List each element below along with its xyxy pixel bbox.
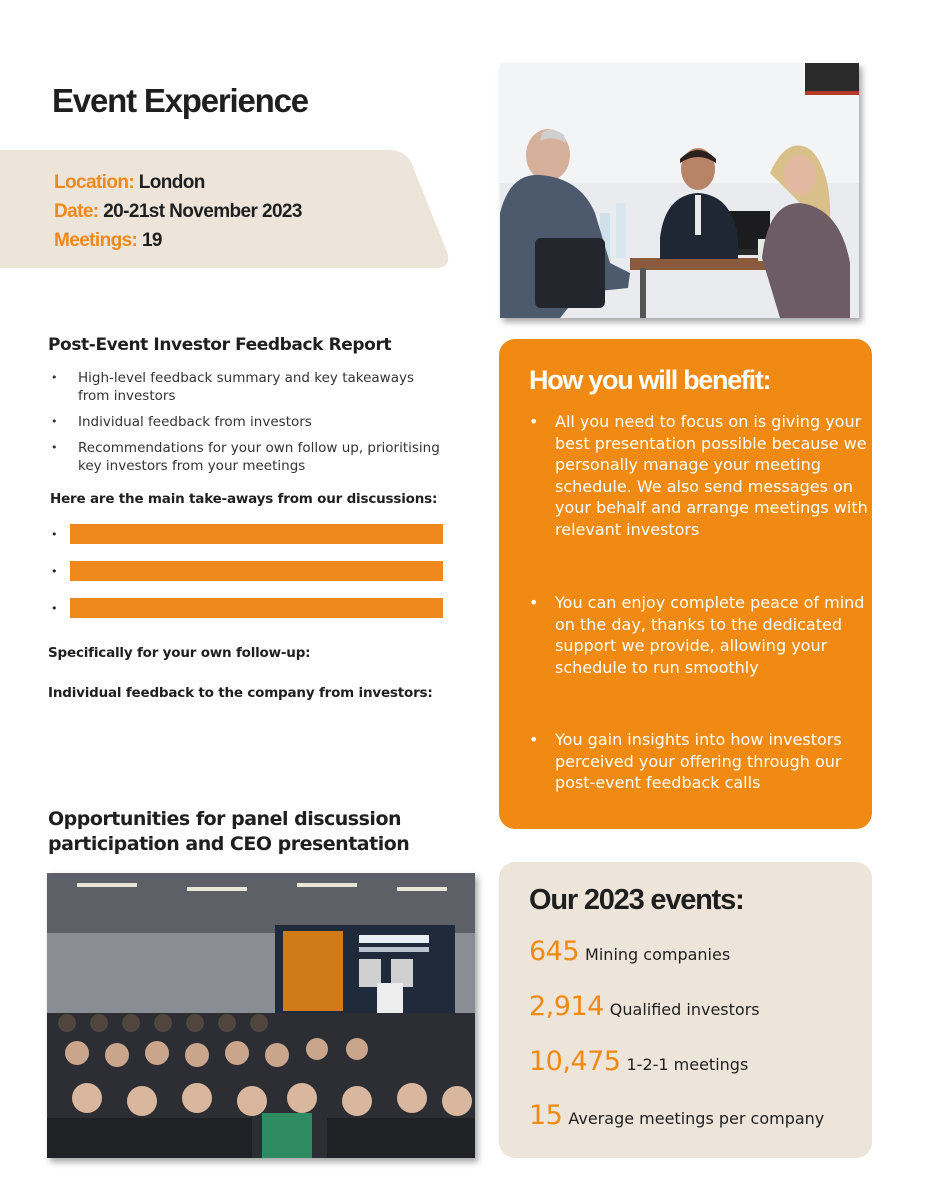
benefit-text: You can enjoy complete peace of mind on the day, thanks to the dedicated support we provide, allowing your schedule to run smoothly xyxy=(555,593,865,677)
location-label: Location: xyxy=(54,172,135,193)
individual-feedback-heading: Individual feedback to the company from investors: xyxy=(48,685,433,701)
stat-label: Qualified investors xyxy=(609,1000,760,1019)
date-value: 20-21st November 2023 xyxy=(103,201,302,222)
location-line xyxy=(54,172,205,194)
meetings-value: 19 xyxy=(141,230,162,251)
placeholder-bar xyxy=(70,598,443,618)
benefit-item xyxy=(529,729,875,794)
meetings-line xyxy=(54,230,162,252)
report-heading: Post-Event Investor Feedback Report xyxy=(48,335,392,355)
benefits-card xyxy=(499,339,872,829)
stat-row xyxy=(529,991,760,1022)
bullet: • xyxy=(529,593,539,612)
stats-heading: Our 2023 events: xyxy=(529,884,744,916)
stat-row xyxy=(529,1046,748,1077)
stat-number: 645 xyxy=(529,936,580,967)
date-label: Date: xyxy=(54,201,99,222)
benefit-item xyxy=(529,592,875,678)
benefits-heading: How you will benefit: xyxy=(529,365,771,395)
stat-number: 10,475 xyxy=(529,1046,621,1077)
stat-row xyxy=(529,1100,824,1131)
stat-number: 15 xyxy=(529,1100,563,1131)
bullet: • xyxy=(51,415,58,428)
bullet: • xyxy=(51,565,58,578)
stat-label: Average meetings per company xyxy=(568,1109,825,1128)
report-item-text: Individual feedback from investors xyxy=(78,414,312,430)
bullet: • xyxy=(51,528,58,541)
benefit-item xyxy=(529,411,875,540)
report-item xyxy=(48,413,448,431)
meetings-label: Meetings: xyxy=(54,230,138,251)
bullet: • xyxy=(51,441,58,454)
date-line xyxy=(54,201,302,223)
followup-heading: Specifically for your own follow-up: xyxy=(48,645,311,661)
stat-label: Mining companies xyxy=(585,945,731,964)
stats-card xyxy=(499,862,872,1158)
benefit-text: You gain insights into how investors perceived your offering through our post-event feedback calls xyxy=(555,730,842,792)
bullet: • xyxy=(529,730,539,749)
bullet: • xyxy=(51,602,58,615)
report-list xyxy=(48,369,448,483)
takeaway-placeholder xyxy=(48,524,448,544)
takeaway-placeholder xyxy=(48,561,448,581)
bullet: • xyxy=(51,371,58,384)
report-item-text: High-level feedback summary and key takeaways from investors xyxy=(78,370,415,404)
bullet: • xyxy=(529,412,539,431)
page-title: Event Experience xyxy=(52,82,308,119)
stat-row xyxy=(529,936,730,967)
placeholder-bar xyxy=(70,524,443,544)
benefit-text: All you need to focus on is giving your best presentation possible because we personally manage your meeting schedule. We also send messages on your behalf and arrange meetings with relevant investors xyxy=(555,412,868,539)
meeting-photo xyxy=(500,63,859,318)
takeaways-heading: Here are the main take-aways from our discussions: xyxy=(50,491,438,507)
report-item xyxy=(48,439,448,475)
conference-photo xyxy=(47,873,475,1158)
takeaway-placeholder xyxy=(48,598,448,618)
panel-heading: Opportunities for panel discussion participation and CEO presentation xyxy=(48,808,410,855)
stat-number: 2,914 xyxy=(529,991,604,1022)
location-value: London xyxy=(138,172,205,193)
report-item-text: Recommendations for your own follow up, prioritising key investors from your meetings xyxy=(78,440,440,474)
stat-label: 1-2-1 meetings xyxy=(626,1055,749,1074)
report-item xyxy=(48,369,448,405)
placeholder-bar xyxy=(70,561,443,581)
event-info-panel xyxy=(0,150,452,270)
